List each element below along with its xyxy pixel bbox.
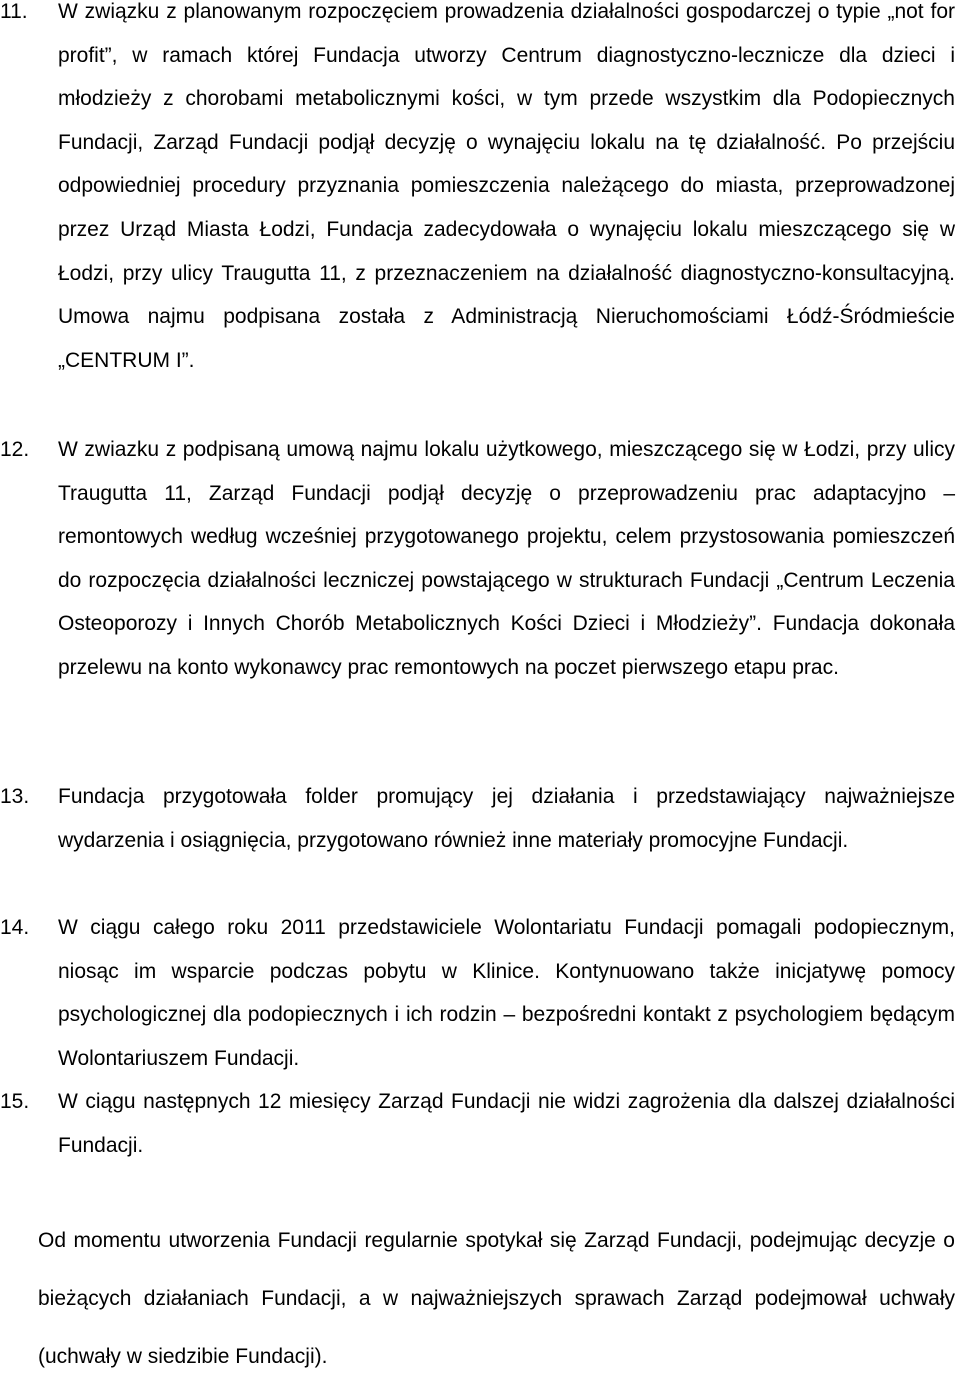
item-text: W zwiazku z podpisaną umową najmu lokalu użytkowego, mieszczącego się w Łodzi, przy ulicy Traugutta 11, Zarząd Fundacji podjął decyzję o przeprowadzeniu prac adaptacyjno – remontowych według wcześniej przygotowanego projektu, celem przystosowania pomieszczeń do rozpoczęcia działalności leczniczej powstającego w strukturach Fundacji „Centrum Leczenia Osteoporozy i Innych Chorób Metabolicznych Kości Dzieci i Młodzieży”. Fundacja dokonała przelewu na konto wykonawcy prac remontowych na poczet pierwszego etapu prac. [58, 438, 955, 679]
item-number: 15. [0, 1090, 30, 1113]
item-text: Fundacja przygotowała folder promujący jej działania i przedstawiający najważniejsze wydarzenia i osiągnięcia, przygotowano również inne materiały promocyjne Fundacji. [58, 785, 955, 852]
item-text: W ciągu całego roku 2011 przedstawiciele Wolontariatu Fundacji pomagali podopiecznym, niosąc im wsparcie podczas pobytu w Klinice. Kontynuowano także inicjatywę pomocy psychologicznej dla podopiecznych i ich rodzin – bezpośredni kontakt z psychologiem będącym Wolontariuszem Fundacji. [58, 916, 955, 1070]
item-text: W ciągu następnych 12 miesięcy Zarząd Fundacji nie widzi zagrożenia dla dalszej działalności Fundacji. [58, 1090, 955, 1157]
item-text: W związku z planowanym rozpoczęciem prowadzenia działalności gospodarczej o typie „not for profit”, w ramach której Fundacja utworzy Centrum diagnostyczno-lecznicze dla dzieci i młodzieży z chorobami metabolicznymi kości, w tym przede wszystkim dla Podopiecznych Fundacji, Zarząd Fundacji podjął decyzję o wynajęciu lokalu na tę działalność. Po przejściu odpowiedniej procedury przyznania pomieszczenia należącego do miasta, przeprowadzonej przez Urząd Miasta Łodzi, Fundacja zadecydowała o wynajęciu lokalu mieszczącego się w Łodzi, przy ulicy Traugutta 11, z przeznaczeniem na działalność diagnostyczno-konsultacyjną. Umowa najmu podpisana została z Administracją Nieruchomościami Łódź-Śródmieście „CENTRUM I”. [58, 0, 955, 372]
item-number: 12. [0, 438, 30, 461]
item-number: 13. [0, 785, 30, 808]
item-number: 14. [0, 916, 30, 939]
closing-paragraph: Od momentu utworzenia Fundacji regularnie spotykał się Zarząd Fundacji, podejmując decyzje o bieżących działaniach Fundacji, a w najważniejszych sprawach Zarząd podejmował uchwały (uchwały w siedzibie Fundacji). [38, 1229, 955, 1368]
item-number: 11. [0, 0, 28, 23]
